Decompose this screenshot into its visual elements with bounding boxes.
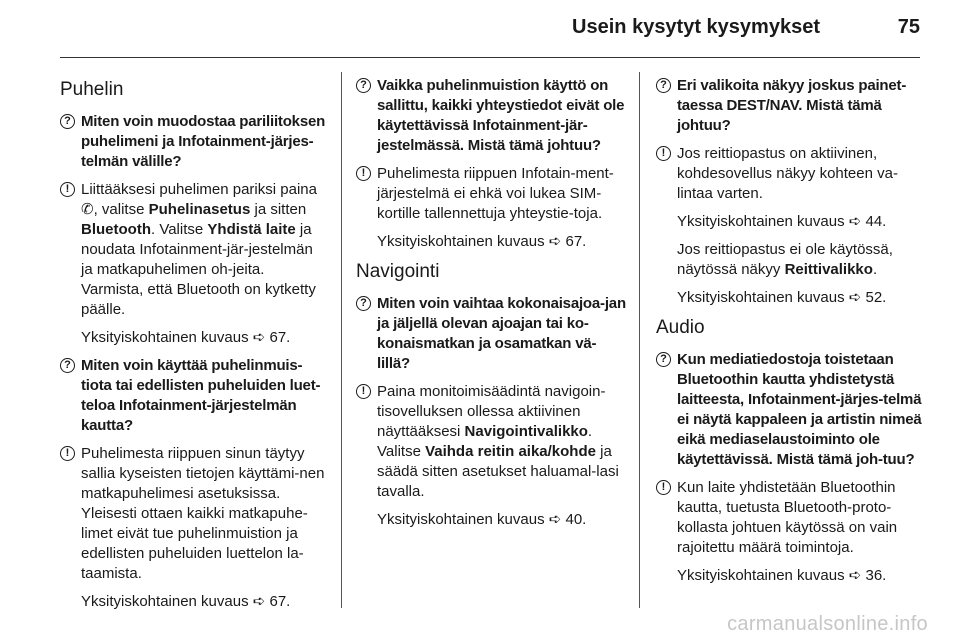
page-number: 75 <box>897 16 920 38</box>
question <box>60 112 328 172</box>
answer <box>356 164 626 224</box>
answer <box>356 382 626 502</box>
page-title: Usein kysytyt kysymykset <box>572 16 820 38</box>
reference-text: Yksityiskohtainen kuvaus ➪ 52. <box>677 289 887 306</box>
question <box>60 356 328 436</box>
answer-icon: ! <box>60 446 75 461</box>
column-divider <box>341 72 342 608</box>
phone-icon: ✆ <box>81 201 94 218</box>
question-icon: ? <box>656 78 671 93</box>
answer-text: Paina monitoimisäädintä navigoin-tisovelluksen ollessa aktiivinen näyttääksesi Navigointivalikko. Valitse Vaihda reitin aika/kohde ja säädä sitten asetukset haluamal-lasi tavalla. <box>377 383 619 500</box>
section-heading-puhelin: Puhelin <box>60 79 124 100</box>
answer-text: Puhelimesta riippuen sinun täytyy sallia kyseisten tietojen käyttämi-nen matkapuhelimesi asetuksissa. Yleisesti ottaen kaikki matkapuhe-limet eivät tue puhelinmuistion ja edellisten puheluiden luettelon la-taamista. <box>81 445 325 582</box>
answer-text: Kun laite yhdistetään Bluetoothin kautta, tuetusta Bluetooth-proto-kollasta johtuen käytössä on vain rajoitettu määrä toimintoja. <box>677 479 898 556</box>
answer-icon: ! <box>656 480 671 495</box>
column-2 <box>356 76 626 538</box>
answer-icon: ! <box>656 146 671 161</box>
question-icon: ? <box>60 358 75 373</box>
watermark: carmanualsonline.info <box>727 613 928 635</box>
question-text: Kun mediatiedostoja toistetaan Bluetoothin kautta yhdistetystä laitteesta, Infotainment-järjes-telmä ei näytä kappaleen ja artistin nimeä eikä mediaselaustoiminto ole käytettävissä. Mistä tämä joh-tuu? <box>677 351 922 468</box>
section-heading-navigointi: Navigointi <box>356 261 440 282</box>
question <box>356 294 626 374</box>
reference-text: Yksityiskohtainen kuvaus ➪ 67. <box>81 329 291 346</box>
answer <box>60 180 328 320</box>
reference-text: Yksityiskohtainen kuvaus ➪ 67. <box>377 233 587 250</box>
question <box>356 76 626 156</box>
page-header <box>60 0 920 58</box>
answer-icon: ! <box>356 384 371 399</box>
answer <box>656 478 926 558</box>
column-3 <box>656 76 926 594</box>
question <box>656 76 926 136</box>
section-heading-audio: Audio <box>656 317 705 338</box>
question-text: Miten voin vaihtaa kokonaisajoa-jan ja jäljellä olevan ajoajan tai ko-konaismatkan ja osamatkan vä-lillä? <box>377 295 626 372</box>
question-icon: ? <box>356 296 371 311</box>
question-text: Miten voin käyttää puhelinmuis-tiota tai edellisten puheluiden luet-teloa Infotainment-järjestelmän kautta? <box>81 357 321 434</box>
answer-icon: ! <box>60 182 75 197</box>
reference-text: Yksityiskohtainen kuvaus ➪ 36. <box>677 567 887 584</box>
column-divider <box>639 72 640 608</box>
reference-text: Yksityiskohtainen kuvaus ➪ 44. <box>677 213 887 230</box>
question-icon: ? <box>656 352 671 367</box>
question-text: Vaikka puhelinmuistion käyttö on sallittu, kaikki yhteystiedot eivät ole käytettävissä Infotainment-jär-jestelmässä. Mistä tämä johtuu? <box>377 77 625 154</box>
answer-text: Jos reittiopastus ei ole käytössä, näytössä näkyy Reittivalikko. <box>677 241 893 278</box>
question-text: Eri valikoita näkyy joskus painet-taessa DEST/NAV. Mistä tämä johtuu? <box>677 77 907 134</box>
answer-text: Puhelimesta riippuen Infotain-ment-järjestelmä ei ehkä voi lukea SIM-kortille tallennettuja yhteystie-toja. <box>377 165 614 222</box>
answer-icon: ! <box>356 166 371 181</box>
reference-text: Yksityiskohtainen kuvaus ➪ 67. <box>81 593 291 610</box>
answer <box>60 444 328 584</box>
question-text: Miten voin muodostaa pariliitoksen puhelimeni ja Infotainment-järjes-telmän välille? <box>81 113 326 170</box>
column-1 <box>60 76 328 620</box>
question-icon: ? <box>60 114 75 129</box>
answer-text: Jos reittiopastus on aktiivinen, kohdesovellus näkyy kohteen va-lintaa varten. <box>677 145 898 202</box>
answer-text: Liittääksesi puhelimen pariksi paina ✆, valitse Puhelinasetus ja sitten Bluetooth. Valitse Yhdistä laite ja noudata Infotainment-jär-jestelmän ja matkapuhelimen oh-jeita. Varmista, että Bluetooth on kytketty päälle. <box>81 181 317 318</box>
reference-text: Yksityiskohtainen kuvaus ➪ 40. <box>377 511 587 528</box>
question <box>656 350 926 470</box>
answer <box>656 144 926 204</box>
question-icon: ? <box>356 78 371 93</box>
